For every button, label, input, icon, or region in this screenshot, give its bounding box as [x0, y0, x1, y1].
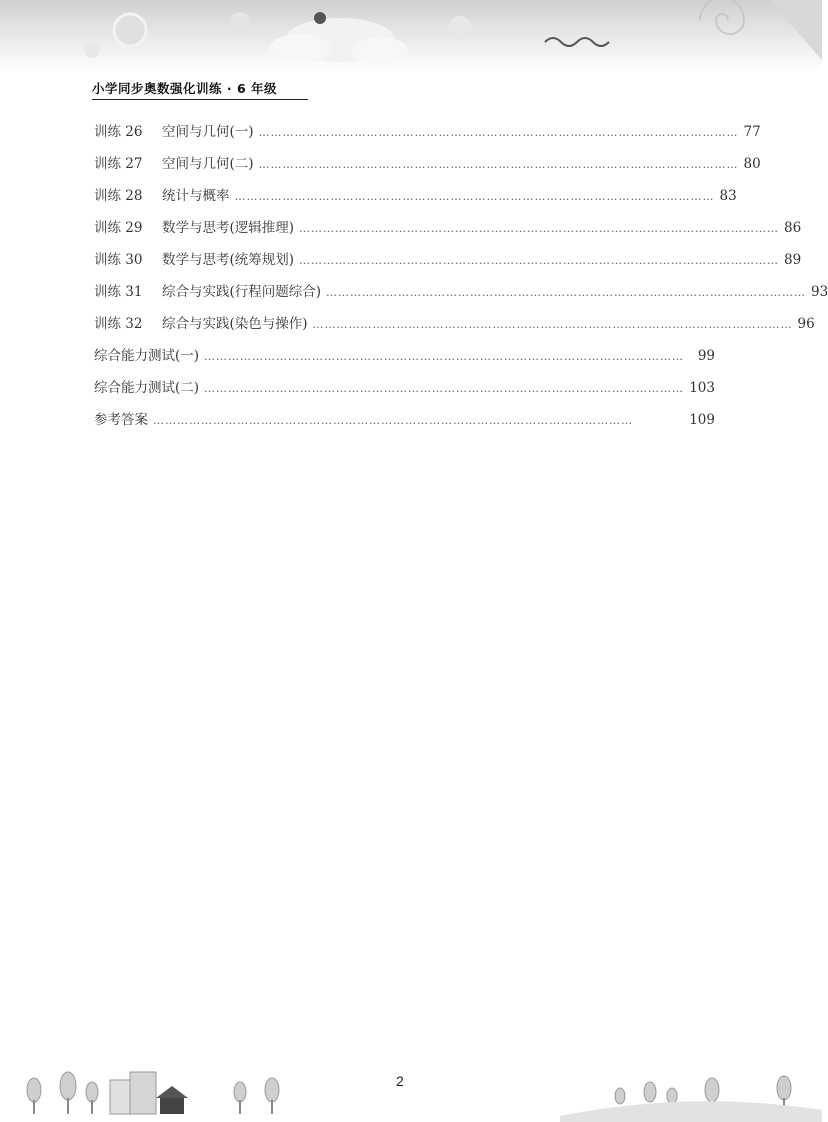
tree-icon	[777, 1076, 791, 1100]
dot-leader: …………………………………………………………………………………………………………	[153, 414, 633, 427]
toc-entry[interactable]	[94, 312, 815, 344]
tree-icon	[265, 1078, 279, 1102]
toc-entry-label	[94, 312, 308, 332]
tree-icon	[615, 1088, 625, 1104]
tree-icon	[644, 1082, 656, 1102]
house-icon	[130, 1072, 156, 1114]
toc-entry[interactable]	[94, 280, 828, 312]
tree-icon	[60, 1072, 76, 1100]
toc-entry-code: 训练 31	[94, 284, 143, 300]
hill-shape	[560, 1101, 822, 1122]
house-icon	[156, 1086, 188, 1098]
toc-entry-code: 训练 26	[94, 124, 143, 140]
toc-entry-page: 96	[797, 316, 815, 332]
dot-leader: …………………………………………………………………………………………………………	[312, 318, 793, 331]
toc-entry-page: 89	[784, 252, 802, 268]
cloud-shape	[270, 34, 330, 62]
toc-entry[interactable]	[94, 216, 802, 248]
dot-leader: …………………………………………………………………………………………………………	[299, 254, 780, 267]
tree-icon	[67, 1098, 69, 1114]
toc-entry-page: 80	[743, 156, 761, 172]
tree-icon	[667, 1088, 677, 1104]
toc-entry-label	[94, 216, 294, 236]
dot-leader: …………………………………………………………………………………………………………	[204, 350, 685, 363]
toc-entry[interactable]	[94, 152, 761, 184]
bubble-shape	[84, 42, 100, 58]
banner-decoration	[0, 0, 822, 72]
tree-icon	[86, 1082, 98, 1102]
toc-entry-title: 综合与实践(染色与操作)	[162, 316, 308, 332]
toc-entry-title: 空间与几何(二)	[162, 156, 254, 172]
series-title: 小学同步奥数强化训练 · 6 年级	[92, 79, 308, 100]
toc-entry-label	[94, 408, 148, 428]
character-shape	[314, 12, 326, 24]
bubble-shape	[230, 12, 250, 32]
bubble-shape	[448, 16, 472, 40]
toc-entry[interactable]	[94, 120, 761, 152]
toc-entry[interactable]	[94, 184, 737, 216]
tree-icon	[705, 1078, 719, 1102]
toc-entry-label	[94, 184, 230, 204]
toc-entry-title: 空间与几何(一)	[162, 124, 254, 140]
toc-entry-title: 数学与思考(统筹规划)	[162, 252, 295, 268]
house-icon	[110, 1080, 132, 1114]
toc-entry-title: 综合能力测试(二)	[94, 380, 200, 396]
toc-entry-code: 训练 28	[94, 188, 143, 204]
tree-icon	[271, 1100, 273, 1114]
toc-entry-title: 参考答案	[94, 412, 148, 428]
toc-entry-code: 训练 27	[94, 156, 143, 172]
bubble-shape	[114, 14, 146, 46]
tree-icon	[239, 1100, 241, 1114]
toc-entry-title: 统计与概率	[162, 188, 230, 204]
toc-entry[interactable]	[94, 376, 715, 408]
dot-leader: …………………………………………………………………………………………………………	[299, 222, 780, 235]
toc-entry-label	[94, 376, 199, 396]
cloud-shape	[352, 37, 408, 63]
page-number: 2	[396, 1073, 404, 1089]
toc-entry-page: 83	[719, 188, 737, 204]
toc-entry[interactable]	[94, 408, 715, 440]
dot-leader: …………………………………………………………………………………………………………	[258, 158, 739, 171]
tree-icon	[33, 1100, 35, 1114]
tree-icon	[234, 1082, 246, 1102]
toc-entry-label	[94, 248, 294, 268]
toc-entry-title: 综合能力测试(一)	[94, 348, 200, 364]
toc-entry-page: 103	[689, 380, 715, 396]
dot-leader: …………………………………………………………………………………………………………	[326, 286, 807, 299]
house-icon	[160, 1098, 184, 1114]
corner-stripe	[770, 0, 822, 60]
toc-entry-code: 训练 29	[94, 220, 143, 236]
toc-entry-code: 训练 32	[94, 316, 143, 332]
music-note-shape	[545, 38, 609, 46]
toc-entry-page: 77	[743, 124, 761, 140]
toc-entry-label	[94, 120, 254, 140]
toc-entry[interactable]	[94, 248, 802, 280]
toc-entry-page: 109	[689, 412, 715, 428]
footer-decoration	[0, 1050, 822, 1122]
dot-leader: …………………………………………………………………………………………………………	[204, 382, 685, 395]
dot-leader: …………………………………………………………………………………………………………	[234, 190, 715, 203]
toc-entry-title: 数学与思考(逻辑推理)	[162, 220, 295, 236]
toc-entry[interactable]	[94, 344, 715, 376]
toc-entry-code: 训练 30	[94, 252, 143, 268]
tree-icon	[91, 1100, 93, 1114]
header-banner	[0, 0, 822, 72]
table-of-contents	[94, 120, 828, 440]
toc-entry-label	[94, 152, 254, 172]
toc-entry-page: 93	[811, 284, 828, 300]
toc-entry-page: 86	[784, 220, 802, 236]
toc-entry-title: 综合与实践(行程问题综合)	[162, 284, 322, 300]
toc-entry-page: 99	[697, 348, 715, 364]
swirl-shape	[700, 0, 744, 34]
dot-leader: …………………………………………………………………………………………………………	[258, 126, 739, 139]
toc-entry-label	[94, 280, 321, 300]
toc-entry-label	[94, 344, 199, 364]
tree-icon	[27, 1078, 41, 1102]
